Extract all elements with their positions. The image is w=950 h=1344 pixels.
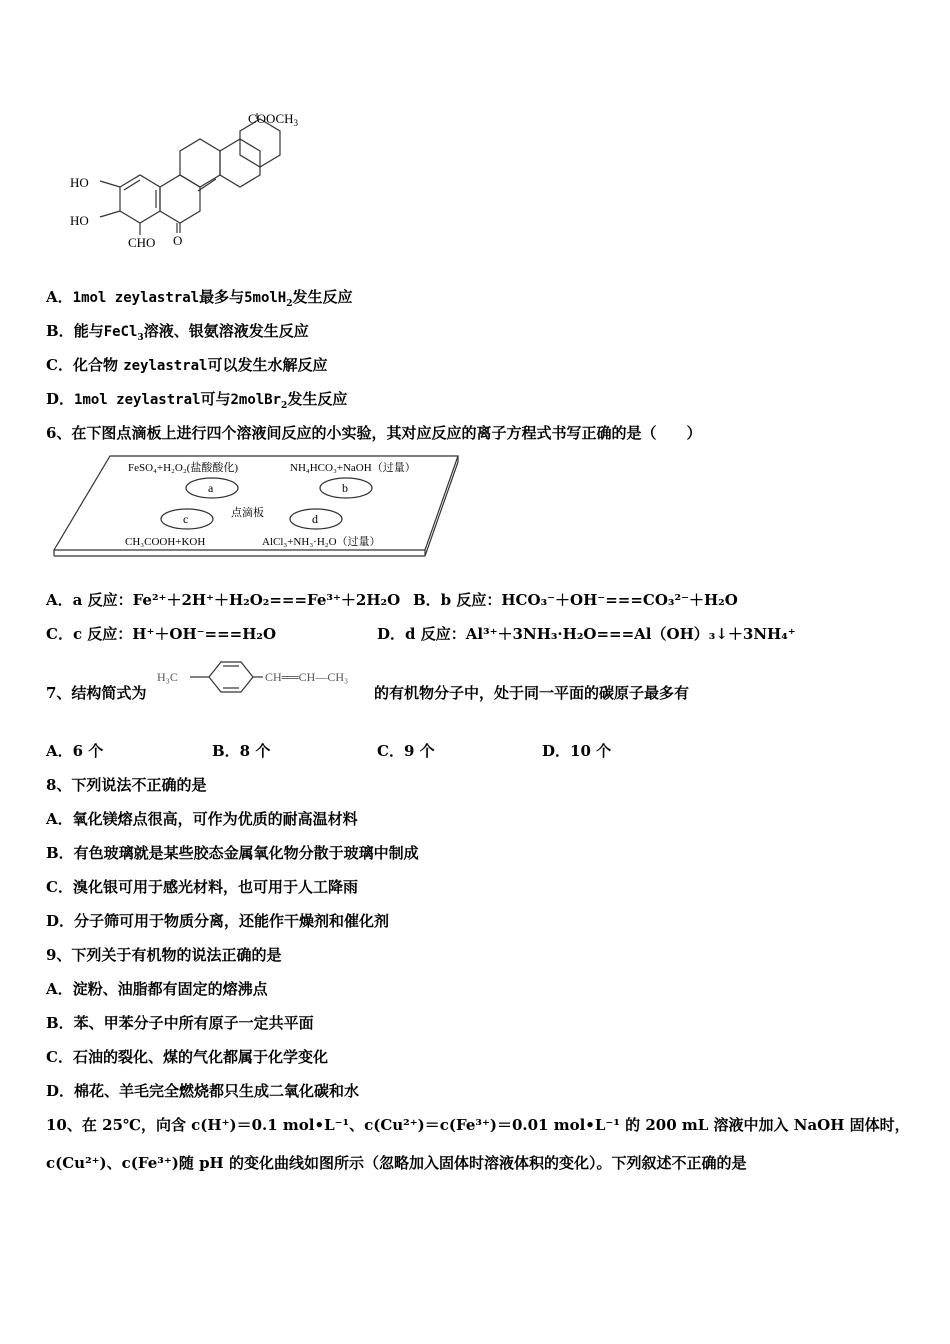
q6-option-c: C．c 反应：H⁺＋OH⁻===H₂O [46, 625, 277, 643]
q5-option-a: A．1mol zeylastral最多与5molH$_2$发生反应 [46, 288, 353, 309]
q7-struct-right: CH══CH—CH₃ [265, 670, 349, 684]
q9-option-a: A．淀粉、油脂都有固定的熔沸点 [46, 980, 268, 998]
molecule-ketone-o: O [173, 233, 183, 248]
q7-stem-pre: 7、结构简式为 [46, 684, 147, 702]
q7-struct-left: H₃C [157, 670, 178, 684]
q6-stem: 6、在下图点滴板上进行四个溶液间反应的小实验，其对应反应的离子方程式书写正确的是（ ） [46, 424, 702, 442]
q8-option-c: C．溴化银可用于感光材料，也可用于人工降雨 [46, 878, 358, 896]
plate-well-a: a [208, 481, 214, 495]
plate-center-label: 点滴板 [231, 507, 264, 519]
q7-option-d: D．10 个 [542, 742, 612, 760]
plate-label-c: CH₃COOH+KOH [125, 536, 206, 548]
plate-label-a: FeSO₄+H₂O₂(盐酸酸化) [128, 462, 238, 474]
plate-label-d: AlCl₃+NH₃·H₂O（过量） [262, 536, 381, 548]
plate-well-b: b [342, 481, 348, 495]
q9-option-c: C．石油的裂化、煤的气化都属于化学变化 [46, 1048, 328, 1066]
q8-stem: 8、下列说法不正确的是 [46, 776, 207, 794]
q6-option-d: D．d 反应：Al³⁺＋3NH₃·H₂O===Al（OH）₃↓＋3NH₄⁺ [377, 625, 796, 643]
q6-option-a: A．a 反应：Fe²⁺＋2H⁺＋H₂O₂===Fe³⁺＋2H₂O [46, 591, 401, 609]
q7-option-c: C．9 个 [377, 742, 435, 760]
molecule-cho: CHO [128, 235, 156, 250]
q8-option-d: D．分子筛可用于物质分离，还能作干燥剂和催化剂 [46, 912, 390, 930]
q9-option-b: B．苯、甲苯分子中所有原子一定共平面 [46, 1014, 314, 1032]
q8-option-b: B．有色玻璃就是某些胶态金属氧化物分散于玻璃中制成 [46, 844, 419, 862]
q9-stem: 9、下列关于有机物的说法正确的是 [46, 946, 282, 964]
q9-option-d: D．棉花、羊毛完全燃烧都只生成二氧化碳和水 [46, 1082, 360, 1100]
spot-plate-figure [50, 452, 465, 562]
q8-option-a: A．氧化镁熔点很高，可作为优质的耐高温材料 [46, 810, 358, 828]
q5-option-d: D．1mol zeylastral可与2molBr$_2$发生反应 [46, 390, 348, 411]
q6-option-b: B．b 反应：HCO₃⁻＋OH⁻===CO₃²⁻＋H₂O [413, 591, 738, 609]
plate-well-d: d [312, 512, 318, 526]
q7-option-b: B．8 个 [212, 742, 271, 760]
q5-option-c: C．化合物 zeylastral可以发生水解反应 [46, 356, 328, 374]
q7-structure [155, 656, 371, 698]
q10-line-1: 10、在 25℃，向含 c(H⁺)＝0.1 mol•L⁻¹、c(Cu²⁺)＝c(Fe³⁺)＝0.01 mol•L⁻¹ 的 200 mL 溶液中加入 NaOH 固体时， [46, 1116, 910, 1134]
zeylastral-structure [60, 105, 330, 255]
q10-line-2: c(Cu²⁺)、c(Fe³⁺)随 pH 的变化曲线如图所示（忽略加入固体时溶液体积的变化）。下列叙述不正确的是 [46, 1154, 747, 1172]
plate-label-b: NH₄HCO₃+NaOH（过量） [290, 462, 416, 474]
q5-option-b: B．能与FeCl$_3$溶液、银氨溶液发生反应 [46, 322, 309, 343]
molecule-oh-2: HO [70, 213, 89, 228]
plate-well-c: c [183, 512, 189, 526]
q7-option-a: A．6 个 [46, 742, 104, 760]
q7-stem-post: 的有机物分子中，处于同一平面的碳原子最多有 [374, 684, 690, 702]
molecule-top-group: $COOCH_3$ [248, 111, 299, 128]
molecule-oh-1: HO [70, 175, 89, 190]
